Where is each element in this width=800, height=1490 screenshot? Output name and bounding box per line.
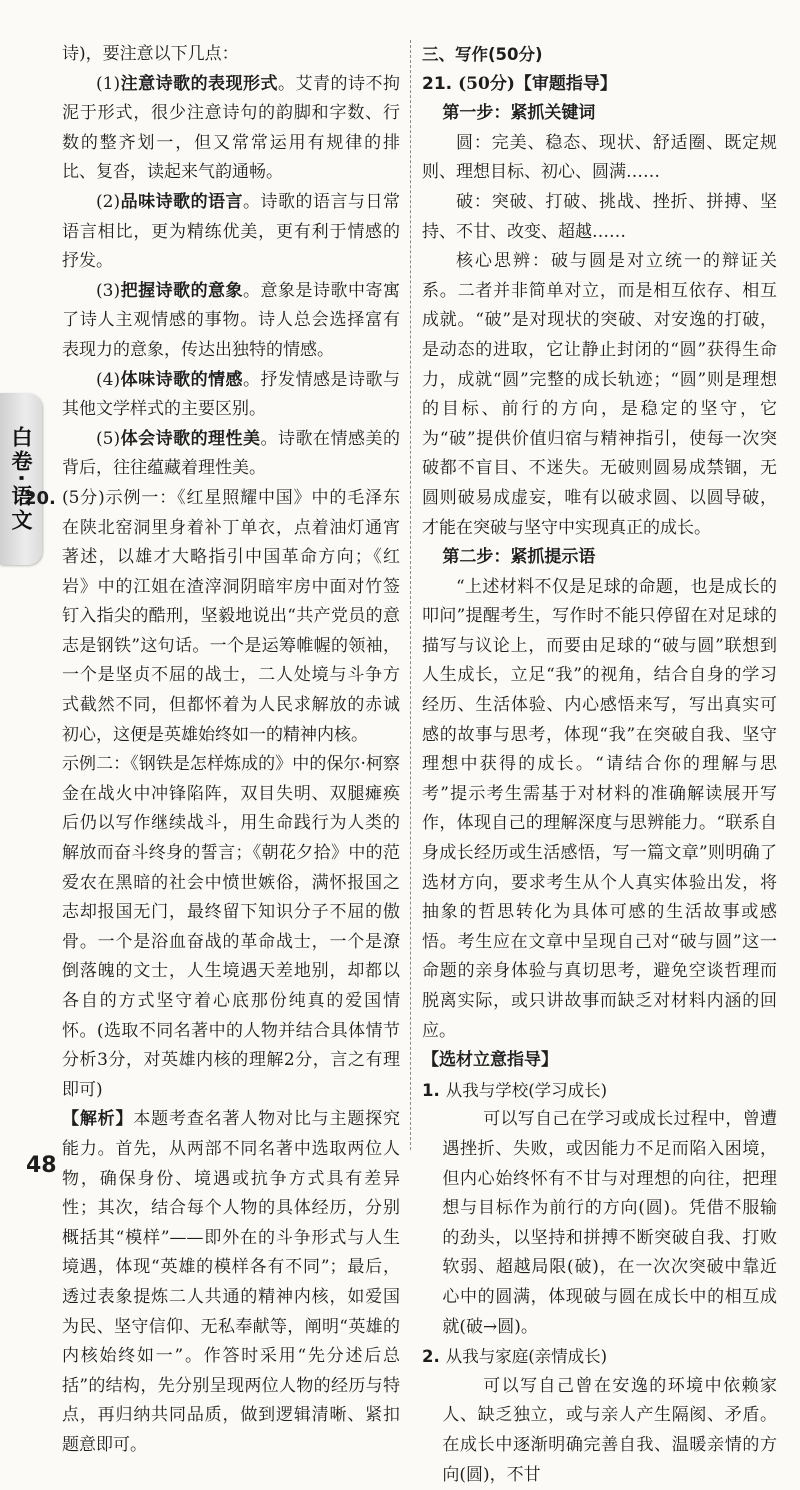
point-title: 体会诗歌的理性美: [120, 428, 261, 449]
point-text: 。意象是诗歌中寄寓了诗人主观情感的事物。诗人总会选择富有表现力的意象，传达出独特的情感。: [62, 280, 400, 360]
column-divider: [410, 40, 411, 1150]
section-title: 三、写作(50分): [422, 45, 543, 64]
side-tab-label: 白卷·语文: [9, 425, 33, 533]
point-title: 体味诗歌的情感: [120, 369, 244, 390]
point-3: [62, 277, 400, 366]
point-text: 。诗歌在情感美的背后，往往蕴藏着理性美。: [62, 428, 401, 479]
keyword-yuan: 圆：完美、稳态、现状、舒适圈、既定规则、理想目标、初心、圆满……: [422, 132, 777, 183]
analysis-label: 【解析】: [62, 1109, 134, 1130]
answer-example-2: 示例二：《钢铁是怎样炼成的》中的保尔·柯察金在战火中冲锋陷阵，双目失明、双腿瘫痪后仍以写作继续战斗，用生命践行为人类的解放而奋斗终身的誓言；《朝花夕拾》中的范爱农在黑暗的社会中愤世嫉俗，满怀报国之志却报国无门，最终留下知识分子不屈的傲骨。一个是浴血奋战的革命战士，一个是潦倒落魄的文士，人生境遇天差地别，却都以各自的方式坚守着心底那份纯真的爱国情怀。(选取不同名著中的人物并结合具体情节分析3分，对英雄内核的理解2分，言之有理即可): [62, 754, 400, 1100]
question-21: [422, 70, 777, 1490]
point-2: [62, 188, 400, 277]
point-number: (1): [96, 73, 121, 94]
right-column: [422, 40, 777, 1490]
point-1: [62, 70, 400, 188]
point-number: (5): [96, 428, 121, 449]
answer-example-1: (5分)示例一：《红星照耀中国》中的毛泽东在陕北窑洞里身着补丁单衣，点着油灯通宵著述，以雄才大略指引中国革命方向；《红岩》中的江姐在渣滓洞阴暗牢房中面对竹签钉入指尖的酷刑，坚毅地说出“共产党员的意志是钢铁”这句话。一个是运筹帷幄的领袖，一个是坚贞不屈的战士，二人处境与斗争方式截然不同，但都怀着为人民求解放的赤诚初心，这便是英雄始终如一的精神内核。: [62, 487, 400, 745]
topic-1-title: [422, 1076, 777, 1106]
point-number: (3): [96, 280, 121, 301]
question-number: 20.: [24, 487, 56, 509]
point-text: 。诗歌的语言与日常语言相比，更为精练优美，更有利于情感的抒发。: [62, 191, 400, 272]
topic-number: 2.: [422, 1347, 440, 1367]
question-number: 21.: [422, 73, 453, 94]
topic-title: 从我与学校(学习成长): [445, 1080, 608, 1100]
point-text: 。艾青的诗不拘泥于形式，很少注意诗句的韵脚和字数、行数的整齐划一，但又常常运用有规律的排比、复沓，读起来气韵通畅。: [62, 73, 401, 183]
keyword-po: 破：突破、打破、挑战、挫折、拼搏、坚持、不甘、改变、超越……: [422, 191, 777, 242]
topic-number: 1.: [422, 1080, 440, 1100]
page-number: 48: [26, 1153, 57, 1178]
hint-analysis: “上述材料不仅是足球的命题，也是成长的叩问”提醒考生，写作时不能只停留在对足球的描写与议论上，而要由足球的“破与圆”联想到人生成长，立足“我”的视角，结合自身的学习经历、生活体验、内心感悟来写，写出真实可感的故事与思考，体现“我”在突破自我、坚守理想中获得的成长。“请结合你的理解与思考”提示考生需基于对材料的准确解读展开写作，体现自己的理解深度与思辨能力。“联系自身成长经历或生活感悟，写一篇文章”则明确了选材方向，要求考生从个人真实体验出发，将抽象的哲思转化为具体可感的生活故事或感悟。考生应在文章中呈现自己对“破与圆”这一命题的亲身体验与真切思考，避免空谈哲理而脱离实际，或只讲故事而缺乏对材料内涵的回应。: [422, 576, 777, 1041]
point-title: 把握诗歌的意象: [120, 280, 244, 301]
topic-2-title: [422, 1342, 777, 1372]
paragraph: 诗)，要注意以下几点：: [62, 44, 239, 64]
point-title: 注意诗歌的表现形式: [120, 73, 279, 94]
point-5: [62, 425, 400, 484]
point-number: (4): [96, 369, 121, 390]
topic-2-text: 可以写自己曾在安逸的环境中依赖家人、缺乏独立，或与亲人产生隔阂、矛盾。在成长中逐渐明确完善自我、温暖亲情的方向(圆)，不甘: [442, 1375, 777, 1485]
side-tab: [0, 393, 42, 565]
step-1-title: 第一步：紧抓关键词: [442, 103, 596, 124]
point-number: (2): [96, 191, 121, 212]
topic-1-text: 可以写自己在学习或成长过程中，曾遭遇挫折、失败，或因能力不足而陷入困境，但内心始终怀有不甘与对理想的向往，把理想与目标作为前行的方向(圆)。凭借不服输的劲头，以坚持和拼搏不断突破自我、打败软弱、超越局限(破)，在一次次突破中靠近心中的圆满，体现破与圆在成长中的相互成就(破→圆)。: [442, 1109, 777, 1337]
point-4: [62, 366, 400, 425]
question-head: (50分)【审题指导】: [458, 73, 617, 94]
topic-title: 从我与家庭(亲情成长): [445, 1347, 608, 1367]
point-text: 。抒发情感是诗歌与其他文学样式的主要区别。: [62, 369, 400, 420]
analysis-text: 本题考查名著人物对比与主题探究能力。首先，从两部不同名著中选取两位人物，确保身份、境遇或抗争方式具有差异性；其次，结合每个人物的具体经历，分别概括其“模样”——即外在的斗争形式与人生境遇，体现“英雄的模样各有不同”；最后，透过表象提炼二人共通的精神内核，如爱国为民、坚守信仰、无私奉献等，阐明“英雄的内核始终如一”。作答时采用“先分述后总括”的结构，先分别呈现两位人物的经历与特点，再归纳共同品质，做到逻辑清晰、紧扣题意即可。: [62, 1109, 401, 1455]
core-thinking: 核心思辨：破与圆是对立统一的辩证关系。二者并非简单对立，而是相互依存、相互成就。“破”是对现状的突破、对安逸的打破，是动态的进取，它让静止封闭的“圆”获得生命力，成就“圆”完整的成长轨迹；“圆”则是理想的目标、前行的方向，是稳定的坚守，它为“破”提供价值归宿与精神指引，使每一次突破都不盲目、不迷失。无破则圆易成禁锢，无圆则破易成虚妄，唯有以破求圆、以圆导破，才能在突破与坚守中实现真正的成长。: [422, 251, 777, 538]
point-title: 品味诗歌的语言: [120, 191, 244, 212]
analysis: [62, 1105, 400, 1460]
step-2-title: 第二步：紧抓提示语: [442, 547, 596, 568]
guide-title: 【选材立意指导】: [422, 1050, 558, 1071]
